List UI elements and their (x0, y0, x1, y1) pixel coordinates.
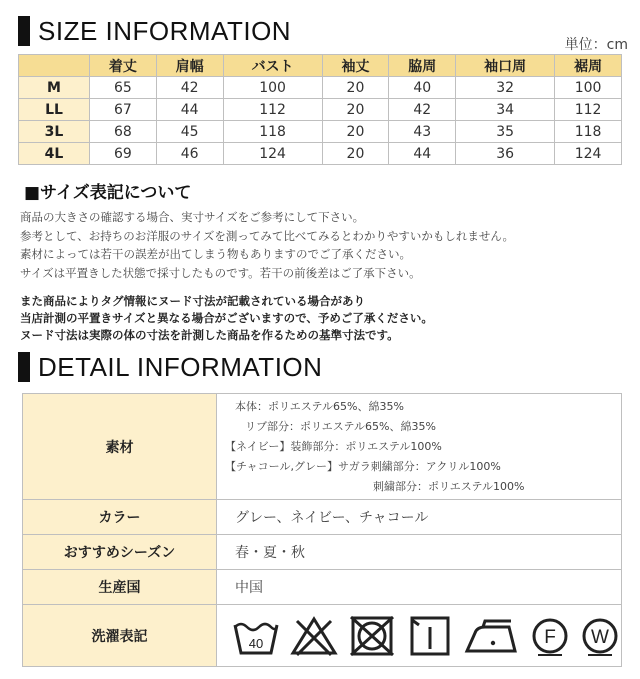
detail-row-care (23, 605, 622, 667)
header-bar (18, 352, 30, 382)
size-cell: 46 (156, 143, 223, 165)
header-bar (18, 16, 30, 46)
size-cell: 100 (555, 77, 622, 99)
size-col-header: バスト (223, 55, 322, 77)
color-value: グレー、ネイビー、チャコール (217, 500, 622, 535)
no-tumble-dry-icon (347, 615, 397, 657)
note-line: サイズは平置きした状態で採寸したものです。若干の前後差はご了承下さい。 (20, 265, 421, 280)
material-label: 素材 (23, 394, 217, 500)
size-row (19, 77, 622, 99)
note-bold-line: ヌード寸法は実際の体の寸法を計測した商品を作るための基準寸法です。 (20, 328, 399, 342)
size-table (18, 54, 622, 165)
size-cell: 44 (156, 99, 223, 121)
material-line: 刺繍部分：ポリエステル100% (373, 479, 525, 493)
size-cell: 100 (223, 77, 322, 99)
size-section-header (18, 14, 291, 48)
note-line: 商品の大きさの確認する場合、実寸サイズをご参考にして下さい。 (20, 210, 365, 224)
note-line: 参考として、お持ちのお洋服のサイズを測ってみて比べてみるとわかりやすいかもしれません。 (20, 228, 515, 243)
detail-row-color (23, 500, 622, 535)
size-cell: 45 (156, 121, 223, 143)
size-cell: 124 (555, 143, 622, 165)
size-row (19, 143, 622, 165)
size-cell: 68 (90, 121, 157, 143)
size-cell: 20 (322, 121, 389, 143)
size-cell: 112 (555, 99, 622, 121)
size-cell: 42 (156, 77, 223, 99)
size-row (19, 99, 622, 121)
detail-table (22, 393, 622, 667)
size-cell: 44 (389, 143, 456, 165)
size-cell: 43 (389, 121, 456, 143)
note-bold-line: また商品によりタグ情報にヌード寸法が記載されている場合があり (20, 294, 365, 308)
size-section-title: SIZE INFORMATION (38, 15, 292, 46)
unit-label: 単位：cm (564, 37, 628, 53)
size-header-corner (19, 55, 90, 77)
size-notes-bold (20, 293, 433, 344)
dry-clean-f-icon (529, 615, 571, 657)
size-row-label: 3L (19, 121, 90, 143)
size-cell: 20 (322, 99, 389, 121)
size-notes (20, 208, 514, 282)
size-cell: 67 (90, 99, 157, 121)
note-line: 素材によっては若干の誤差が出てしまう物もありますのでご了承ください。 (20, 247, 411, 261)
size-cell: 32 (456, 77, 555, 99)
size-row (19, 121, 622, 143)
material-value (217, 394, 622, 500)
care-icons (217, 605, 622, 667)
origin-value: 中国 (217, 570, 622, 605)
detail-section-title: DETAIL INFORMATION (38, 351, 323, 382)
size-cell: 40 (389, 77, 456, 99)
no-bleach-icon (289, 615, 339, 657)
wash-temp-text: 40 (248, 635, 264, 651)
size-cell: 124 (223, 143, 322, 165)
size-col-header: 袖丈 (322, 55, 389, 77)
size-col-header: 肩幅 (156, 55, 223, 77)
line-dry-icon (405, 615, 455, 657)
dry-clean-f-text: F (544, 626, 556, 648)
size-cell: 69 (90, 143, 157, 165)
detail-section-header (18, 350, 322, 384)
season-label: おすすめシーズン (23, 535, 217, 570)
size-col-header: 脇周 (389, 55, 456, 77)
season-value: 春・夏・秋 (217, 535, 622, 570)
material-line: 【チャコール,グレー】サガラ刺繍部分：アクリル100% (225, 459, 501, 473)
size-cell: 118 (223, 121, 322, 143)
iron-icon (463, 615, 521, 657)
detail-row-season (23, 535, 622, 570)
size-row-label: 4L (19, 143, 90, 165)
size-row-label: M (19, 77, 90, 99)
wet-clean-w-icon (579, 615, 621, 657)
origin-label: 生産国 (23, 570, 217, 605)
size-cell: 34 (456, 99, 555, 121)
size-cell: 65 (90, 77, 157, 99)
size-cell: 35 (456, 121, 555, 143)
size-cell: 36 (456, 143, 555, 165)
size-notes-title: ■サイズ表記について (24, 183, 192, 203)
size-cell: 112 (223, 99, 322, 121)
material-line: 本体：ポリエステル65%、綿35% (235, 399, 404, 413)
size-cell: 118 (555, 121, 622, 143)
detail-row-material (23, 394, 622, 500)
material-line: リブ部分：ポリエステル65%、綿35% (245, 419, 436, 433)
size-table-header (19, 55, 622, 77)
size-cell: 20 (322, 77, 389, 99)
size-col-header: 着丈 (90, 55, 157, 77)
wash-40-icon (231, 615, 281, 657)
color-label: カラー (23, 500, 217, 535)
wet-clean-w-text: W (591, 626, 609, 648)
size-cell: 42 (389, 99, 456, 121)
note-bold-line: 当店計測の平置きサイズと異なる場合がございますので、予めご了承ください。 (20, 311, 433, 325)
care-label: 洗濯表記 (23, 605, 217, 667)
size-cell: 20 (322, 143, 389, 165)
detail-row-origin (23, 570, 622, 605)
size-col-header: 袖口周 (456, 55, 555, 77)
size-row-label: LL (19, 99, 90, 121)
material-line: 【ネイビー】装飾部分：ポリエステル100% (225, 439, 442, 453)
size-col-header: 裾周 (555, 55, 622, 77)
